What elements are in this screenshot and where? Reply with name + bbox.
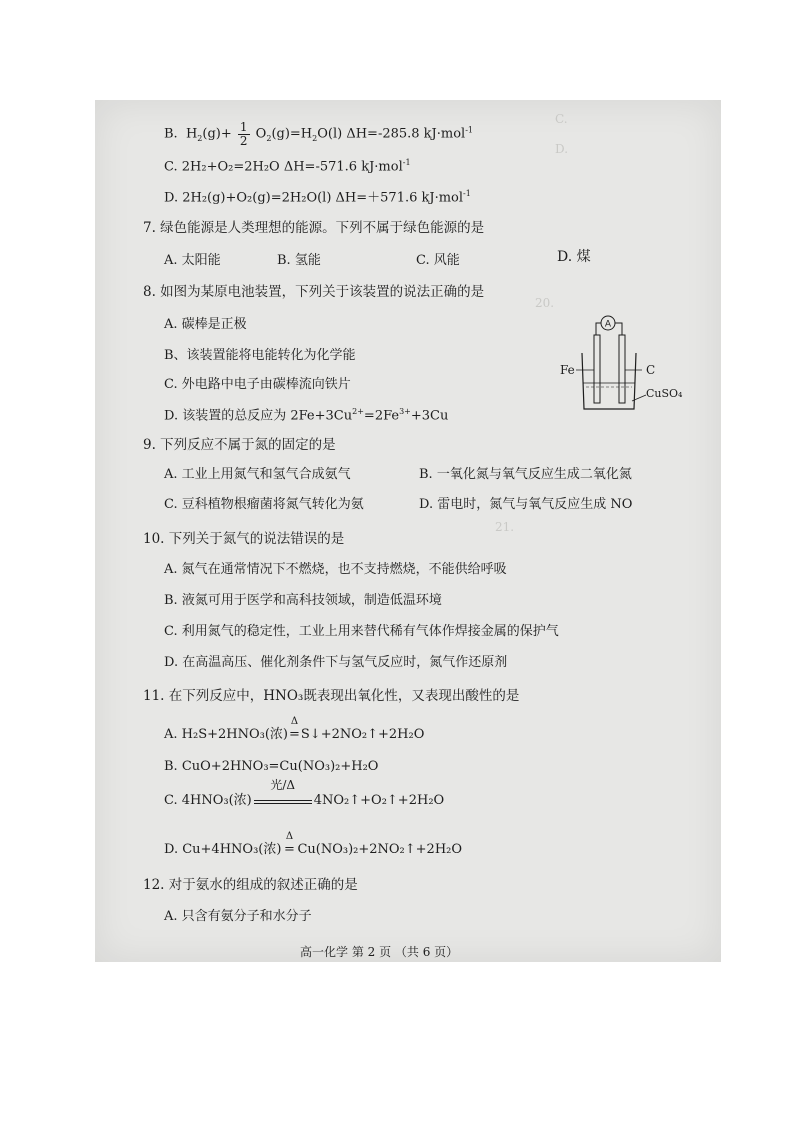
q9-option-c: C. 豆科植物根瘤菌将氮气转化为氨 bbox=[164, 497, 364, 512]
galvanic-cell-diagram bbox=[560, 313, 690, 418]
fe-electrode-label: Fe bbox=[560, 363, 575, 377]
q8-option-a: A. 碳棒是正极 bbox=[164, 317, 247, 332]
q11-option-a: A. H₂S+2HNO₃(浓) Δ =S↓+2NO₂↑+2H₂O bbox=[164, 716, 425, 742]
q10-option-b: B. 液氮可用于医学和高科技领域，制造低温环境 bbox=[164, 593, 442, 608]
condition-label: 光/Δ bbox=[270, 778, 296, 792]
q6-option-d: D. 2H₂(g)+O₂(g)=2H₂O(l) ΔH=＋571.6 kJ·mol$^{-1}$ bbox=[164, 189, 471, 206]
q9-option-d: D. 雷电时，氮气与氧气反应生成 NO bbox=[419, 497, 633, 512]
q11-option-b: B. CuO+2HNO₃=Cu(NO₃)₂+H₂O bbox=[164, 759, 379, 774]
q7-stem: 7. 绿色能源是人类理想的能源。下列不属于绿色能源的是 bbox=[143, 220, 485, 236]
page-footer: 高一化学 第 2 页 （共 6 页） bbox=[300, 945, 459, 959]
bleed-through-text: D. bbox=[555, 142, 569, 156]
q7-option-d: D. 煤 bbox=[557, 249, 591, 265]
q11-stem: 11. 在下列反应中，HNO₃既表现出氧化性，又表现出酸性的是 bbox=[143, 688, 520, 704]
solution-label: CuSO₄ bbox=[646, 387, 683, 400]
q7-option-c: C. 风能 bbox=[416, 253, 460, 268]
bleed-through-text: 21. bbox=[495, 520, 515, 534]
q11-option-c: C. 4HNO₃(浓) 光/Δ 4NO₂↑+O₂↑+2H₂O bbox=[164, 778, 445, 808]
q7-option-b: B. 氢能 bbox=[277, 253, 321, 268]
q6-option-c: C. 2H₂+O₂=2H₂O ΔH=-571.6 kJ·mol$^{-1}$ bbox=[164, 158, 411, 175]
q10-option-d: D. 在高温高压、催化剂条件下与氢气反应时，氮气作还原剂 bbox=[164, 655, 508, 670]
q9-option-b: B. 一氧化氮与氧气反应生成二氧化氮 bbox=[419, 467, 632, 482]
q7-option-a: A. 太阳能 bbox=[164, 253, 221, 268]
q6-option-b: B. $H_2(g)+$ $\frac{1}{2}$ $O_2(g)=H_2O(l)$ ΔH=-285.8 kJ·mol$^{-1}$ bbox=[164, 120, 474, 148]
ammeter-label: A bbox=[604, 319, 612, 330]
bleed-through-text: C. bbox=[555, 112, 568, 126]
q9-option-a: A. 工业上用氮气和氢气合成氨气 bbox=[164, 467, 351, 482]
galvanic-cell-svg bbox=[560, 313, 690, 418]
heat-symbol: Δ bbox=[290, 716, 299, 727]
q8-option-d: D. 该装置的总反应为 $2Fe+3Cu^{2+}=2Fe^{3+}+3Cu$ bbox=[164, 407, 449, 424]
q10-option-c: C. 利用氮气的稳定性，工业上用来替代稀有气体作焊接金属的保护气 bbox=[164, 624, 559, 639]
q9-stem: 9. 下列反应不属于氮的固定的是 bbox=[143, 437, 336, 453]
q11-option-d: D. Cu+4HNO₃(浓) Δ = Cu(NO₃)₂+2NO₂↑+2H₂O bbox=[164, 831, 463, 857]
q10-stem: 10. 下列关于氮气的说法错误的是 bbox=[143, 531, 345, 547]
fraction: $\frac{1}{2}$ bbox=[239, 120, 248, 148]
q8-option-c: C. 外电路中电子由碳棒流向铁片 bbox=[164, 377, 351, 392]
q8-option-b: B、该装置能将电能转化为化学能 bbox=[164, 348, 356, 363]
bleed-through-text: 20. bbox=[535, 296, 555, 310]
carbon-electrode-label: C bbox=[646, 363, 656, 377]
heat-symbol: Δ bbox=[285, 831, 294, 842]
q12-stem: 12. 对于氨水的组成的叙述正确的是 bbox=[143, 877, 358, 893]
q12-option-a: A. 只含有氨分子和水分子 bbox=[164, 909, 312, 924]
q10-option-a: A. 氮气在通常情况下不燃烧，也不支持燃烧，不能供给呼吸 bbox=[164, 562, 507, 577]
q8-stem: 8. 如图为某原电池装置，下列关于该装置的说法正确的是 bbox=[143, 284, 485, 300]
